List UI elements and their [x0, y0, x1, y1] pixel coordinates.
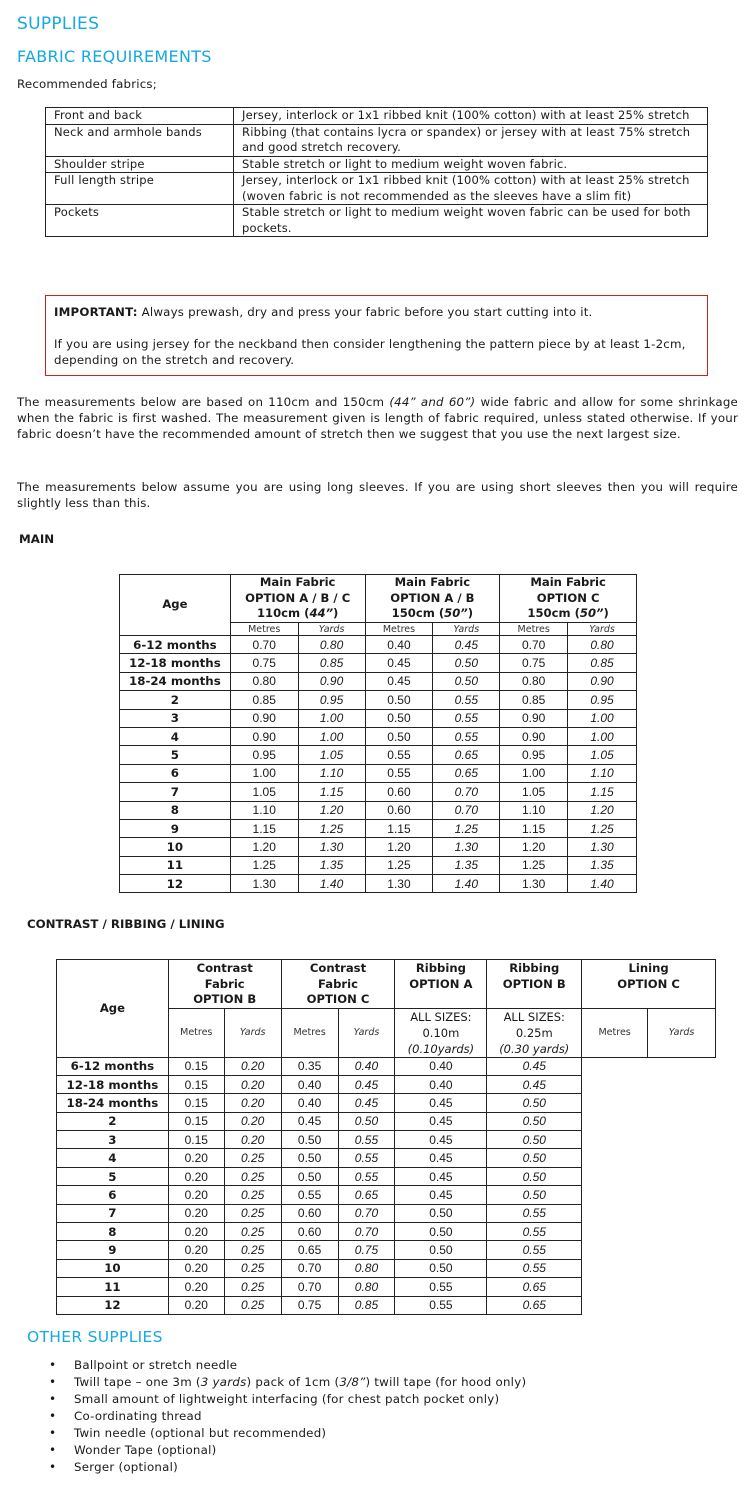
yards-cell: 1.00: [568, 727, 637, 745]
metres-cell: 1.15: [365, 819, 433, 837]
table-row: [120, 783, 637, 801]
para1-part-a: The measurements below are based on 110cm and 150cm: [17, 395, 390, 409]
yards-cell: 1.35: [568, 856, 637, 874]
yards-cell: 1.30: [433, 838, 500, 856]
table-row: [57, 1167, 716, 1185]
yards-cell: 0.25: [224, 1223, 281, 1241]
fabric-desc: Stable stretch or light to medium weight woven fabric can be used for both pockets.: [234, 205, 708, 237]
yards-cell: 1.40: [298, 875, 365, 893]
yards-cell: 1.25: [298, 819, 365, 837]
yards-cell: 1.00: [298, 727, 365, 745]
age-cell: 8: [120, 801, 231, 819]
yards-cell: 1.05: [568, 746, 637, 764]
metres-cell: 0.50: [395, 1259, 487, 1277]
metres-cell: 1.15: [500, 819, 568, 837]
yards-cell: 0.75: [338, 1241, 395, 1259]
metres-cell: 1.05: [500, 783, 568, 801]
contrast-b-header: Contrast Fabric OPTION B: [168, 960, 281, 1009]
contrast-unit-yards: Yards: [338, 1008, 395, 1057]
yards-cell: 0.65: [487, 1278, 582, 1296]
age-cell: 18-24 months: [120, 672, 231, 690]
metres-cell: 0.70: [281, 1259, 338, 1277]
page-title: SUPPLIES: [17, 14, 100, 34]
metres-cell: 0.70: [230, 636, 298, 654]
age-cell: 7: [120, 783, 231, 801]
main-col-header-2: [365, 575, 500, 623]
important-label: IMPORTANT:: [54, 305, 138, 319]
yards-cell: 1.20: [298, 801, 365, 819]
age-cell: 10: [120, 838, 231, 856]
table-row: [57, 1186, 716, 1204]
yards-cell: 1.30: [298, 838, 365, 856]
metres-cell: 0.50: [281, 1131, 338, 1149]
important-text: Always prewash, dry and press your fabric before you start cutting into it.: [137, 305, 593, 319]
metres-cell: 1.20: [500, 838, 568, 856]
metres-cell: 1.25: [230, 856, 298, 874]
metres-cell: 1.20: [365, 838, 433, 856]
lining-header: Lining OPTION C: [582, 960, 716, 1009]
age-cell: 12-18 months: [120, 654, 231, 672]
age-cell: 9: [120, 819, 231, 837]
age-cell: 2: [57, 1112, 169, 1130]
yards-cell: 0.45: [433, 636, 500, 654]
main-col-header-1: [230, 575, 365, 623]
metres-cell: 0.45: [395, 1094, 487, 1112]
yards-cell: 1.05: [298, 746, 365, 764]
contrast-c-header: Contrast Fabric OPTION C: [281, 960, 395, 1009]
metres-cell: 0.75: [281, 1296, 338, 1314]
age-cell: 12-18 months: [57, 1075, 169, 1093]
yards-cell: 0.50: [487, 1094, 582, 1112]
fabric-requirements-heading: FABRIC REQUIREMENTS: [17, 47, 212, 66]
table-row: [57, 1057, 716, 1075]
metres-cell: 0.45: [281, 1112, 338, 1130]
metres-cell: 0.45: [395, 1131, 487, 1149]
metres-cell: 0.75: [500, 654, 568, 672]
metres-cell: 0.90: [230, 727, 298, 745]
metres-cell: 0.15: [168, 1131, 224, 1149]
metres-cell: 0.20: [168, 1259, 224, 1277]
metres-cell: 1.25: [500, 856, 568, 874]
yards-cell: 0.50: [487, 1186, 582, 1204]
main-label: MAIN: [19, 532, 55, 546]
metres-cell: 1.15: [230, 819, 298, 837]
metres-cell: 1.30: [230, 875, 298, 893]
table-row: [120, 636, 637, 654]
table-row: [57, 1278, 716, 1296]
list-item: • Wonder Tape (optional): [25, 1442, 725, 1459]
list-item: • Twin needle (optional but recommended): [25, 1425, 725, 1442]
yards-cell: 0.20: [224, 1094, 281, 1112]
list-item: • Ballpoint or stretch needle: [25, 1357, 725, 1374]
metres-cell: 0.55: [395, 1296, 487, 1314]
fabric-part: Full length stripe: [46, 173, 234, 205]
fabric-table: [45, 107, 708, 237]
age-cell: 5: [120, 746, 231, 764]
yards-cell: 0.80: [568, 636, 637, 654]
main-h1-l2: OPTION A / B / C: [245, 590, 351, 605]
yards-cell: 0.25: [224, 1186, 281, 1204]
yards-cell: 0.80: [298, 636, 365, 654]
yards-cell: 0.25: [224, 1204, 281, 1222]
age-cell: 6-12 months: [57, 1057, 169, 1075]
yards-cell: 0.55: [338, 1149, 395, 1167]
fabric-row: [46, 108, 708, 125]
table-row: [120, 691, 637, 709]
para1-part-b: (44” and 60”): [389, 395, 476, 409]
main-h3-l2: OPTION C: [536, 590, 600, 605]
metres-cell: 0.50: [281, 1149, 338, 1167]
main-h3-l3: 150cm (50”): [527, 606, 609, 621]
metres-cell: 0.50: [365, 727, 433, 745]
metres-cell: 0.95: [500, 746, 568, 764]
table-row: [57, 1112, 716, 1130]
yards-cell: 0.55: [487, 1241, 582, 1259]
yards-cell: 0.65: [433, 764, 500, 782]
metres-cell: 0.55: [281, 1186, 338, 1204]
other-supplies-list: [25, 1357, 725, 1476]
fabric-part: Neck and armhole bands: [46, 124, 234, 156]
yards-cell: 1.25: [433, 819, 500, 837]
age-cell: 11: [120, 856, 231, 874]
yards-cell: 1.20: [568, 801, 637, 819]
metres-cell: 0.45: [365, 654, 433, 672]
yards-cell: 1.25: [568, 819, 637, 837]
main-unit-yards: Yards: [298, 623, 365, 636]
age-cell: 10: [57, 1259, 169, 1277]
yards-cell: 1.15: [568, 783, 637, 801]
metres-cell: 0.15: [168, 1075, 224, 1093]
metres-cell: 0.40: [365, 636, 433, 654]
table-row: [57, 1094, 716, 1112]
yards-cell: 0.55: [487, 1223, 582, 1241]
yards-cell: 0.25: [224, 1278, 281, 1296]
age-cell: 11: [57, 1278, 169, 1296]
yards-cell: 0.45: [338, 1094, 395, 1112]
yards-cell: 0.90: [568, 672, 637, 690]
age-cell: 3: [120, 709, 231, 727]
list-item: • Co-ordinating thread: [25, 1408, 725, 1425]
list-item: • Small amount of lightweight interfacing (for chest patch pocket only): [25, 1391, 725, 1408]
metres-cell: 0.20: [168, 1296, 224, 1314]
yards-cell: 0.55: [433, 691, 500, 709]
metres-cell: 0.90: [500, 727, 568, 745]
metres-cell: 0.85: [500, 691, 568, 709]
metres-cell: 0.45: [395, 1186, 487, 1204]
metres-cell: 0.90: [500, 709, 568, 727]
table-row: [120, 819, 637, 837]
main-unit-metres: Metres: [500, 623, 568, 636]
yards-cell: 0.45: [487, 1057, 582, 1075]
metres-cell: 0.15: [168, 1112, 224, 1130]
metres-cell: 0.50: [395, 1223, 487, 1241]
yards-cell: 0.85: [568, 654, 637, 672]
metres-cell: 0.20: [168, 1149, 224, 1167]
important-box: [45, 295, 708, 376]
yards-cell: 0.55: [487, 1259, 582, 1277]
list-item: • Serger (optional): [25, 1459, 725, 1476]
ribbing-b-header: Ribbing OPTION B: [487, 960, 582, 1009]
other-supplies-heading: OTHER SUPPLIES: [27, 1328, 163, 1346]
para1-part-c: wide fabric and allow for some shrinkage when the fabric is first washed. The measurement given is length of fabric required, unless stated otherwise. If your fabric doesn’t have the recommended amount of stretch then we suggest that you use the next largest size.: [17, 395, 738, 441]
measurements-paragraph: [17, 394, 738, 442]
fabric-desc: Stable stretch or light to medium weight woven fabric.: [234, 156, 708, 173]
table-row: [57, 1149, 716, 1167]
yards-cell: 0.50: [433, 654, 500, 672]
metres-cell: 0.50: [395, 1204, 487, 1222]
fabric-part: Pockets: [46, 205, 234, 237]
yards-cell: 0.65: [433, 746, 500, 764]
metres-cell: 0.45: [365, 672, 433, 690]
metres-cell: 1.10: [500, 801, 568, 819]
metres-cell: 0.95: [230, 746, 298, 764]
table-row: [57, 1241, 716, 1259]
table-row: [57, 1223, 716, 1241]
metres-cell: 0.45: [395, 1167, 487, 1185]
yards-cell: 1.10: [568, 764, 637, 782]
metres-cell: 0.40: [281, 1094, 338, 1112]
table-row: [120, 801, 637, 819]
yards-cell: 1.30: [568, 838, 637, 856]
age-cell: 6-12 months: [120, 636, 231, 654]
metres-cell: 0.20: [168, 1223, 224, 1241]
yards-cell: 0.65: [338, 1186, 395, 1204]
yards-cell: 0.50: [433, 672, 500, 690]
yards-cell: 0.50: [487, 1131, 582, 1149]
yards-cell: 0.50: [487, 1149, 582, 1167]
metres-cell: 0.35: [281, 1057, 338, 1075]
yards-cell: 0.70: [338, 1223, 395, 1241]
metres-cell: 1.10: [230, 801, 298, 819]
table-row: [120, 764, 637, 782]
metres-cell: 1.20: [230, 838, 298, 856]
contrast-table: [56, 959, 716, 1315]
metres-cell: 1.30: [365, 875, 433, 893]
yards-cell: 0.25: [224, 1241, 281, 1259]
main-unit-metres: Metres: [230, 623, 298, 636]
yards-cell: 0.45: [487, 1075, 582, 1093]
table-row: [120, 654, 637, 672]
age-cell: 12: [57, 1296, 169, 1314]
contrast-unit-yards: Yards: [224, 1008, 281, 1057]
contrast-unit-metres: Metres: [582, 1008, 648, 1057]
contrast-unit-yards: Yards: [648, 1008, 716, 1057]
contrast-age-header: Age: [57, 960, 169, 1058]
metres-cell: 0.65: [281, 1241, 338, 1259]
main-col-header-3: [500, 575, 637, 623]
age-cell: 4: [57, 1149, 169, 1167]
age-cell: 7: [57, 1204, 169, 1222]
yards-cell: 0.55: [487, 1204, 582, 1222]
yards-cell: 0.50: [487, 1167, 582, 1185]
main-h3-l1: Main Fabric: [530, 575, 606, 590]
fabric-desc: Jersey, interlock or 1x1 ribbed knit (100% cotton) with at least 25% stretch: [234, 108, 708, 125]
yards-cell: 0.55: [338, 1131, 395, 1149]
metres-cell: 0.55: [365, 764, 433, 782]
table-row: [120, 838, 637, 856]
metres-cell: 0.60: [281, 1204, 338, 1222]
yards-cell: 0.20: [224, 1131, 281, 1149]
sleeves-paragraph: The measurements below assume you are using long sleeves. If you are using short sleeves then you will require slightly less than this.: [17, 480, 738, 510]
yards-cell: 1.10: [298, 764, 365, 782]
table-row: [57, 1075, 716, 1093]
ribbing-a-all-sizes: ALL SIZES: 0.10m (0.10yards): [395, 1008, 487, 1057]
yards-cell: 0.65: [487, 1296, 582, 1314]
yards-cell: 0.70: [338, 1204, 395, 1222]
age-cell: 8: [57, 1223, 169, 1241]
age-cell: 2: [120, 691, 231, 709]
yards-cell: 0.70: [433, 801, 500, 819]
metres-cell: 0.80: [230, 672, 298, 690]
metres-cell: 1.05: [230, 783, 298, 801]
yards-cell: 0.25: [224, 1149, 281, 1167]
age-cell: 5: [57, 1167, 169, 1185]
table-row: [120, 709, 637, 727]
important-line1: [54, 304, 593, 320]
yards-cell: 1.15: [298, 783, 365, 801]
main-unit-yards: Yards: [568, 623, 637, 636]
yards-cell: 0.95: [568, 691, 637, 709]
fabric-row: [46, 156, 708, 173]
important-line2: If you are using jersey for the neckband then consider lengthening the pattern piece by at least 1-2cm, depending on the stretch and recovery.: [54, 337, 686, 367]
main-table: [119, 574, 637, 893]
age-cell: 18-24 months: [57, 1094, 169, 1112]
table-row: [120, 727, 637, 745]
metres-cell: 0.20: [168, 1278, 224, 1296]
main-unit-yards: Yards: [433, 623, 500, 636]
yards-cell: 0.25: [224, 1259, 281, 1277]
contrast-unit-metres: Metres: [281, 1008, 338, 1057]
main-h2-l3: 150cm (50”): [391, 606, 474, 621]
yards-cell: 1.00: [568, 709, 637, 727]
metres-cell: 0.50: [395, 1241, 487, 1259]
fabric-row: [46, 205, 708, 237]
metres-cell: 1.30: [500, 875, 568, 893]
metres-cell: 1.00: [500, 764, 568, 782]
age-cell: 9: [57, 1241, 169, 1259]
ribbing-b-all-sizes: ALL SIZES: 0.25m (0.30 yards): [487, 1008, 582, 1057]
yards-cell: 0.50: [487, 1112, 582, 1130]
metres-cell: 0.45: [395, 1149, 487, 1167]
yards-cell: 0.50: [338, 1112, 395, 1130]
ribbing-a-header: Ribbing OPTION A: [395, 960, 487, 1009]
metres-cell: 1.25: [365, 856, 433, 874]
contrast-label: CONTRAST / RIBBING / LINING: [27, 917, 225, 931]
age-cell: 12: [120, 875, 231, 893]
table-row: [120, 875, 637, 893]
metres-cell: 0.50: [281, 1167, 338, 1185]
metres-cell: 0.15: [168, 1094, 224, 1112]
age-cell: 3: [57, 1131, 169, 1149]
yards-cell: 1.00: [298, 709, 365, 727]
metres-cell: 0.40: [281, 1075, 338, 1093]
age-cell: 6: [120, 764, 231, 782]
yards-cell: 0.55: [433, 709, 500, 727]
metres-cell: 0.60: [365, 783, 433, 801]
metres-cell: 1.00: [230, 764, 298, 782]
metres-cell: 0.55: [395, 1278, 487, 1296]
main-h1-l3: 110cm (44”): [256, 606, 339, 621]
metres-cell: 0.20: [168, 1204, 224, 1222]
metres-cell: 0.55: [365, 746, 433, 764]
table-row: [57, 1296, 716, 1314]
yards-cell: 0.90: [298, 672, 365, 690]
table-row: [57, 1259, 716, 1277]
metres-cell: 0.60: [365, 801, 433, 819]
yards-cell: 0.25: [224, 1296, 281, 1314]
yards-cell: 0.20: [224, 1075, 281, 1093]
yards-cell: 1.40: [433, 875, 500, 893]
fabric-row: [46, 124, 708, 156]
metres-cell: 0.90: [230, 709, 298, 727]
yards-cell: 0.80: [338, 1278, 395, 1296]
yards-cell: 0.45: [338, 1075, 395, 1093]
main-age-header: Age: [120, 575, 231, 636]
metres-cell: 0.40: [395, 1057, 487, 1075]
yards-cell: 0.25: [224, 1167, 281, 1185]
metres-cell: 0.80: [500, 672, 568, 690]
table-row: [120, 856, 637, 874]
main-h2-l1: Main Fabric: [394, 575, 471, 590]
yards-cell: 0.55: [338, 1167, 395, 1185]
yards-cell: 0.20: [224, 1112, 281, 1130]
yards-cell: 1.35: [433, 856, 500, 874]
yards-cell: 0.70: [433, 783, 500, 801]
yards-cell: 0.95: [298, 691, 365, 709]
age-cell: 4: [120, 727, 231, 745]
fabric-part: Shoulder stripe: [46, 156, 234, 173]
metres-cell: 0.60: [281, 1223, 338, 1241]
yards-cell: 0.85: [298, 654, 365, 672]
yards-cell: 0.85: [338, 1296, 395, 1314]
metres-cell: 0.70: [281, 1278, 338, 1296]
yards-cell: 1.40: [568, 875, 637, 893]
table-row: [57, 1131, 716, 1149]
metres-cell: 0.50: [365, 691, 433, 709]
metres-cell: 0.50: [365, 709, 433, 727]
metres-cell: 0.70: [500, 636, 568, 654]
metres-cell: 0.75: [230, 654, 298, 672]
metres-cell: 0.85: [230, 691, 298, 709]
fabric-desc: Ribbing (that contains lycra or spandex) or jersey with at least 75% stretch and good stretch recovery.: [234, 124, 708, 156]
yards-cell: 1.35: [298, 856, 365, 874]
yards-cell: 0.80: [338, 1259, 395, 1277]
table-row: [120, 746, 637, 764]
metres-cell: 0.20: [168, 1167, 224, 1185]
metres-cell: 0.15: [168, 1057, 224, 1075]
metres-cell: 0.40: [395, 1075, 487, 1093]
yards-cell: 0.55: [433, 727, 500, 745]
fabric-part: Front and back: [46, 108, 234, 125]
main-h1-l1: Main Fabric: [259, 575, 336, 590]
list-item: • Twill tape – one 3m (3 yards) pack of 1cm (3/8”) twill tape (for hood only): [25, 1374, 725, 1391]
age-cell: 6: [57, 1186, 169, 1204]
contrast-unit-metres: Metres: [168, 1008, 224, 1057]
fabric-desc: Jersey, interlock or 1x1 ribbed knit (100% cotton) with at least 25% stretch (woven fabric is not recommended as the sleeves have a slim fit): [234, 173, 708, 205]
table-row: [120, 672, 637, 690]
metres-cell: 0.20: [168, 1186, 224, 1204]
metres-cell: 0.45: [395, 1112, 487, 1130]
recommended-label: Recommended fabrics;: [17, 77, 157, 91]
metres-cell: 0.20: [168, 1241, 224, 1259]
main-unit-metres: Metres: [365, 623, 433, 636]
yards-cell: 0.40: [338, 1057, 395, 1075]
main-h2-l2: OPTION A / B: [390, 590, 475, 605]
table-row: [57, 1204, 716, 1222]
yards-cell: 0.20: [224, 1057, 281, 1075]
fabric-row: [46, 173, 708, 205]
